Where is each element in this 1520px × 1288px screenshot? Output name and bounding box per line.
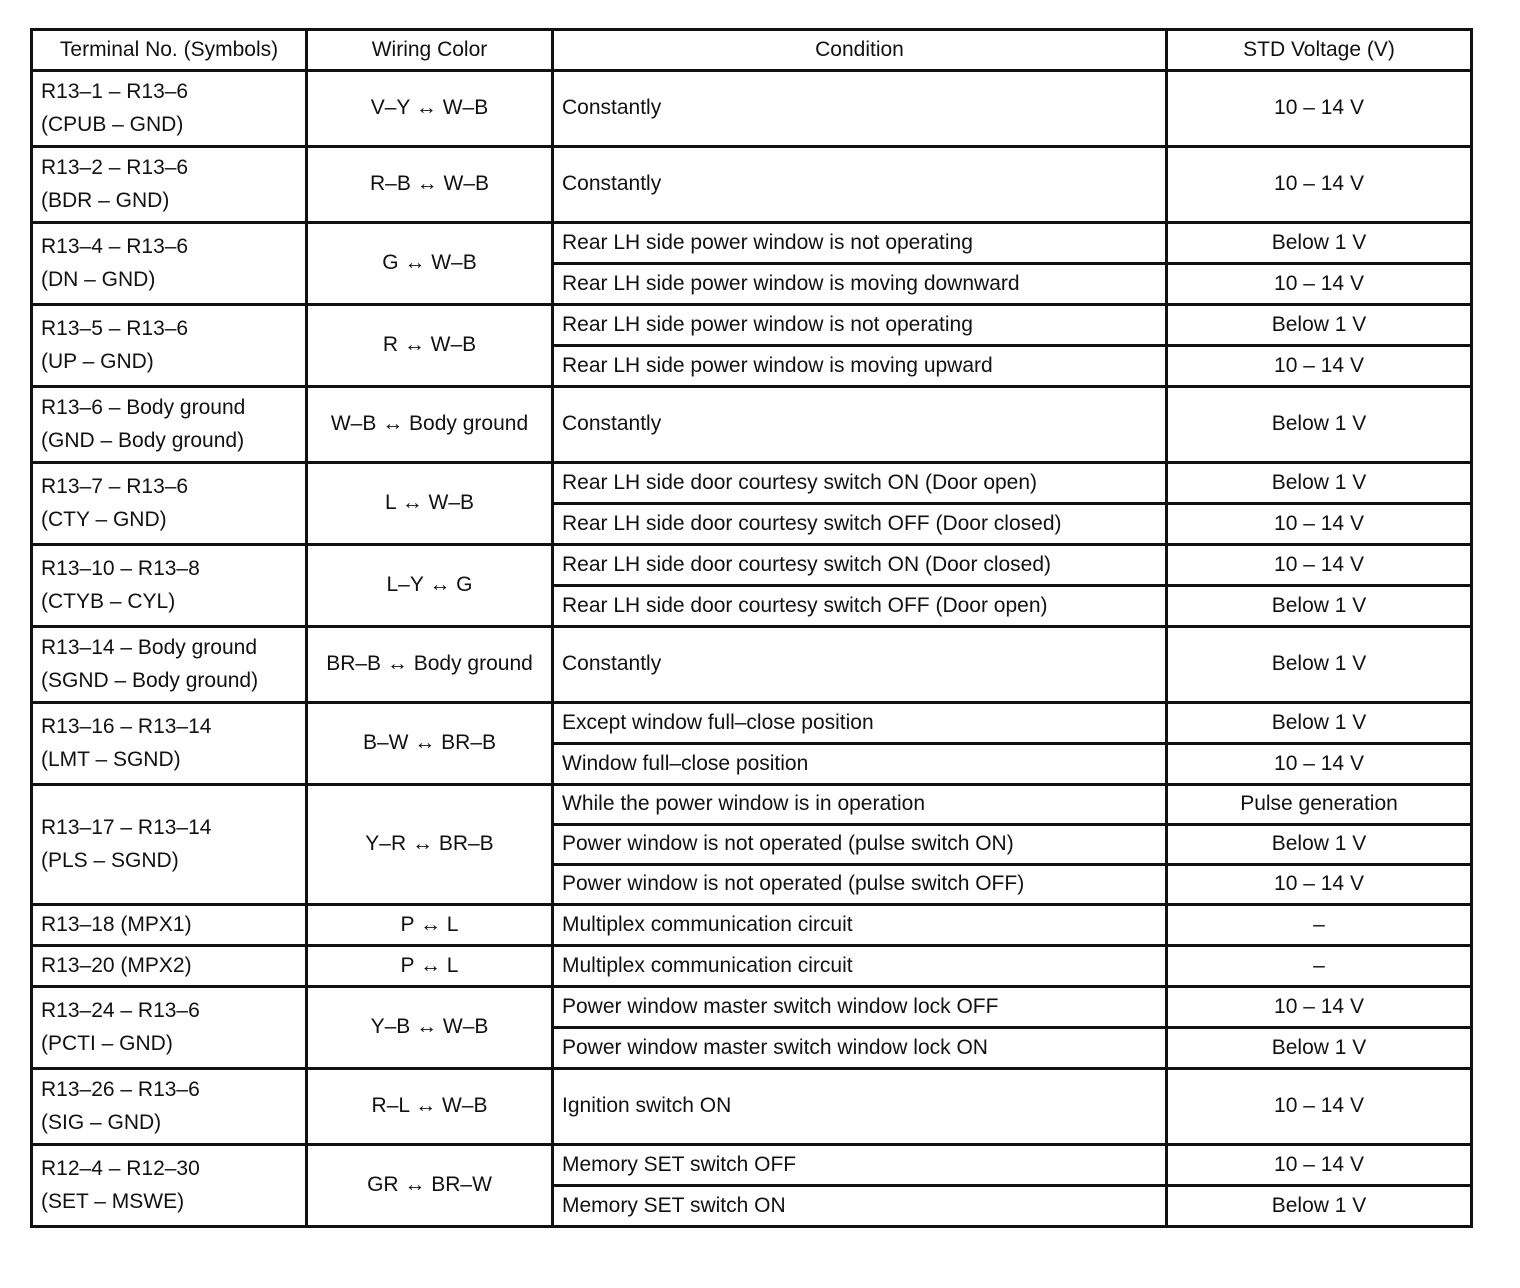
- terminal-symbols: (SET – MSWE): [41, 1189, 185, 1213]
- table-row: [32, 1069, 1472, 1145]
- condition-cell: Except window full–close position: [553, 703, 1167, 744]
- header-row: [32, 30, 1472, 71]
- std-voltage-cell: 10 – 14 V: [1167, 545, 1472, 586]
- condition-cell: Rear LH side door courtesy switch OFF (Door open): [553, 586, 1167, 627]
- header-terminal: Terminal No. (Symbols): [32, 30, 307, 71]
- std-voltage-cell: Pulse generation: [1167, 785, 1472, 825]
- terminal-symbols: (CTY – GND): [41, 507, 167, 531]
- condition-cell: Multiplex communication circuit: [553, 946, 1167, 987]
- table-row: [32, 627, 1472, 703]
- wiring-color-cell: R ↔ W–B: [307, 305, 553, 387]
- condition-cell: Constantly: [553, 387, 1167, 463]
- wiring-color-cell: R–L ↔ W–B: [307, 1069, 553, 1145]
- wiring-color-cell: P ↔ L: [307, 905, 553, 946]
- wiring-color-cell: GR ↔ BR–W: [307, 1145, 553, 1227]
- condition-cell: Multiplex communication circuit: [553, 905, 1167, 946]
- terminal-symbols: (BDR – GND): [41, 188, 170, 212]
- table-row: [32, 305, 1472, 346]
- header-condition: Condition: [553, 30, 1167, 71]
- std-voltage-cell: Below 1 V: [1167, 305, 1472, 346]
- std-voltage-cell: Below 1 V: [1167, 703, 1472, 744]
- table-row: [32, 223, 1472, 264]
- terminal-cell: [32, 545, 307, 627]
- std-voltage-cell: Below 1 V: [1167, 627, 1472, 703]
- terminal-cell: [32, 387, 307, 463]
- condition-cell: Power window master switch window lock ON: [553, 1028, 1167, 1069]
- terminal-cell: [32, 223, 307, 305]
- terminal-number: R13–18 (MPX1): [41, 912, 192, 936]
- table-body: [32, 71, 1472, 1227]
- terminal-cell: [32, 147, 307, 223]
- table-row: [32, 785, 1472, 825]
- terminal-symbols: (GND – Body ground): [41, 428, 245, 452]
- wiring-color-cell: BR–B ↔ Body ground: [307, 627, 553, 703]
- terminal-number: R13–16 – R13–14: [41, 714, 212, 738]
- terminal-symbols: (PCTI – GND): [41, 1031, 173, 1055]
- wiring-color-cell: L ↔ W–B: [307, 463, 553, 545]
- std-voltage-cell: 10 – 14 V: [1167, 264, 1472, 305]
- terminal-cell: [32, 463, 307, 545]
- terminal-symbols: (SGND – Body ground): [41, 668, 259, 692]
- terminal-number: R13–1 – R13–6: [41, 79, 189, 103]
- std-voltage-cell: 10 – 14 V: [1167, 744, 1472, 785]
- std-voltage-cell: –: [1167, 905, 1472, 946]
- table-row: [32, 987, 1472, 1028]
- condition-cell: While the power window is in operation: [553, 785, 1167, 825]
- terminal-number: R13–14 – Body ground: [41, 635, 257, 659]
- terminal-cell: [32, 987, 307, 1069]
- terminal-cell: [32, 71, 307, 147]
- std-voltage-cell: 10 – 14 V: [1167, 865, 1472, 905]
- table-row: [32, 703, 1472, 744]
- table-row: [32, 545, 1472, 586]
- condition-cell: Rear LH side door courtesy switch ON (Door closed): [553, 545, 1167, 586]
- terminal-number: R13–10 – R13–8: [41, 556, 200, 580]
- header-std-voltage: STD Voltage (V): [1167, 30, 1472, 71]
- terminal-number: R13–7 – R13–6: [41, 474, 189, 498]
- table-row: [32, 147, 1472, 223]
- std-voltage-cell: Below 1 V: [1167, 1186, 1472, 1227]
- condition-cell: Power window is not operated (pulse switch OFF): [553, 865, 1167, 905]
- terminal-number: R12–4 – R12–30: [41, 1156, 200, 1180]
- condition-cell: Rear LH side power window is moving downward: [553, 264, 1167, 305]
- std-voltage-cell: Below 1 V: [1167, 223, 1472, 264]
- terminal-symbols: (UP – GND): [41, 349, 154, 373]
- terminal-symbols: (CTYB – CYL): [41, 589, 176, 613]
- wiring-color-cell: Y–B ↔ W–B: [307, 987, 553, 1069]
- condition-cell: Rear LH side door courtesy switch OFF (Door closed): [553, 504, 1167, 545]
- std-voltage-cell: 10 – 14 V: [1167, 1145, 1472, 1186]
- condition-cell: Rear LH side power window is not operating: [553, 223, 1167, 264]
- condition-cell: Ignition switch ON: [553, 1069, 1167, 1145]
- condition-cell: Power window master switch window lock OFF: [553, 987, 1167, 1028]
- terminal-number: R13–2 – R13–6: [41, 155, 189, 179]
- condition-cell: Memory SET switch ON: [553, 1186, 1167, 1227]
- std-voltage-cell: Below 1 V: [1167, 387, 1472, 463]
- std-voltage-cell: Below 1 V: [1167, 1028, 1472, 1069]
- condition-cell: Rear LH side power window is not operating: [553, 305, 1167, 346]
- condition-cell: Power window is not operated (pulse switch ON): [553, 825, 1167, 865]
- terminal-number: R13–4 – R13–6: [41, 234, 189, 258]
- condition-cell: Window full–close position: [553, 744, 1167, 785]
- wiring-color-cell: P ↔ L: [307, 946, 553, 987]
- terminal-cell: [32, 905, 307, 946]
- std-voltage-cell: 10 – 14 V: [1167, 346, 1472, 387]
- terminal-cell: [32, 946, 307, 987]
- condition-cell: Constantly: [553, 147, 1167, 223]
- std-voltage-cell: Below 1 V: [1167, 463, 1472, 504]
- table-row: [32, 463, 1472, 504]
- terminal-cell: [32, 703, 307, 785]
- std-voltage-cell: 10 – 14 V: [1167, 71, 1472, 147]
- std-voltage-cell: Below 1 V: [1167, 586, 1472, 627]
- terminal-cell: [32, 785, 307, 905]
- wiring-color-cell: V–Y ↔ W–B: [307, 71, 553, 147]
- std-voltage-cell: –: [1167, 946, 1472, 987]
- terminal-cell: [32, 1145, 307, 1227]
- wiring-color-cell: W–B ↔ Body ground: [307, 387, 553, 463]
- terminal-symbols: (CPUB – GND): [41, 112, 184, 136]
- wiring-color-cell: R–B ↔ W–B: [307, 147, 553, 223]
- std-voltage-cell: 10 – 14 V: [1167, 1069, 1472, 1145]
- std-voltage-cell: 10 – 14 V: [1167, 504, 1472, 545]
- table-row: [32, 905, 1472, 946]
- condition-cell: Constantly: [553, 71, 1167, 147]
- condition-cell: Memory SET switch OFF: [553, 1145, 1167, 1186]
- std-voltage-cell: 10 – 14 V: [1167, 987, 1472, 1028]
- terminal-number: R13–6 – Body ground: [41, 395, 246, 419]
- table-row: [32, 946, 1472, 987]
- condition-cell: Rear LH side door courtesy switch ON (Door open): [553, 463, 1167, 504]
- terminal-number: R13–20 (MPX2): [41, 953, 192, 977]
- terminal-symbols: (LMT – SGND): [41, 747, 181, 771]
- terminal-cell: [32, 627, 307, 703]
- header-wiring-color: Wiring Color: [307, 30, 553, 71]
- wiring-color-cell: Y–R ↔ BR–B: [307, 785, 553, 905]
- terminal-voltage-table: [30, 28, 1473, 1228]
- wiring-color-cell: G ↔ W–B: [307, 223, 553, 305]
- terminal-symbols: (SIG – GND): [41, 1110, 162, 1134]
- wiring-color-cell: B–W ↔ BR–B: [307, 703, 553, 785]
- table-row: [32, 1145, 1472, 1186]
- terminal-number: R13–24 – R13–6: [41, 998, 200, 1022]
- condition-cell: Rear LH side power window is moving upward: [553, 346, 1167, 387]
- terminal-cell: [32, 1069, 307, 1145]
- table-row: [32, 387, 1472, 463]
- table-row: [32, 71, 1472, 147]
- terminal-symbols: (PLS – SGND): [41, 848, 179, 872]
- terminal-number: R13–26 – R13–6: [41, 1077, 200, 1101]
- std-voltage-cell: 10 – 14 V: [1167, 147, 1472, 223]
- terminal-symbols: (DN – GND): [41, 267, 156, 291]
- terminal-number: R13–5 – R13–6: [41, 316, 189, 340]
- wiring-color-cell: L–Y ↔ G: [307, 545, 553, 627]
- condition-cell: Constantly: [553, 627, 1167, 703]
- std-voltage-cell: Below 1 V: [1167, 825, 1472, 865]
- terminal-number: R13–17 – R13–14: [41, 815, 212, 839]
- terminal-cell: [32, 305, 307, 387]
